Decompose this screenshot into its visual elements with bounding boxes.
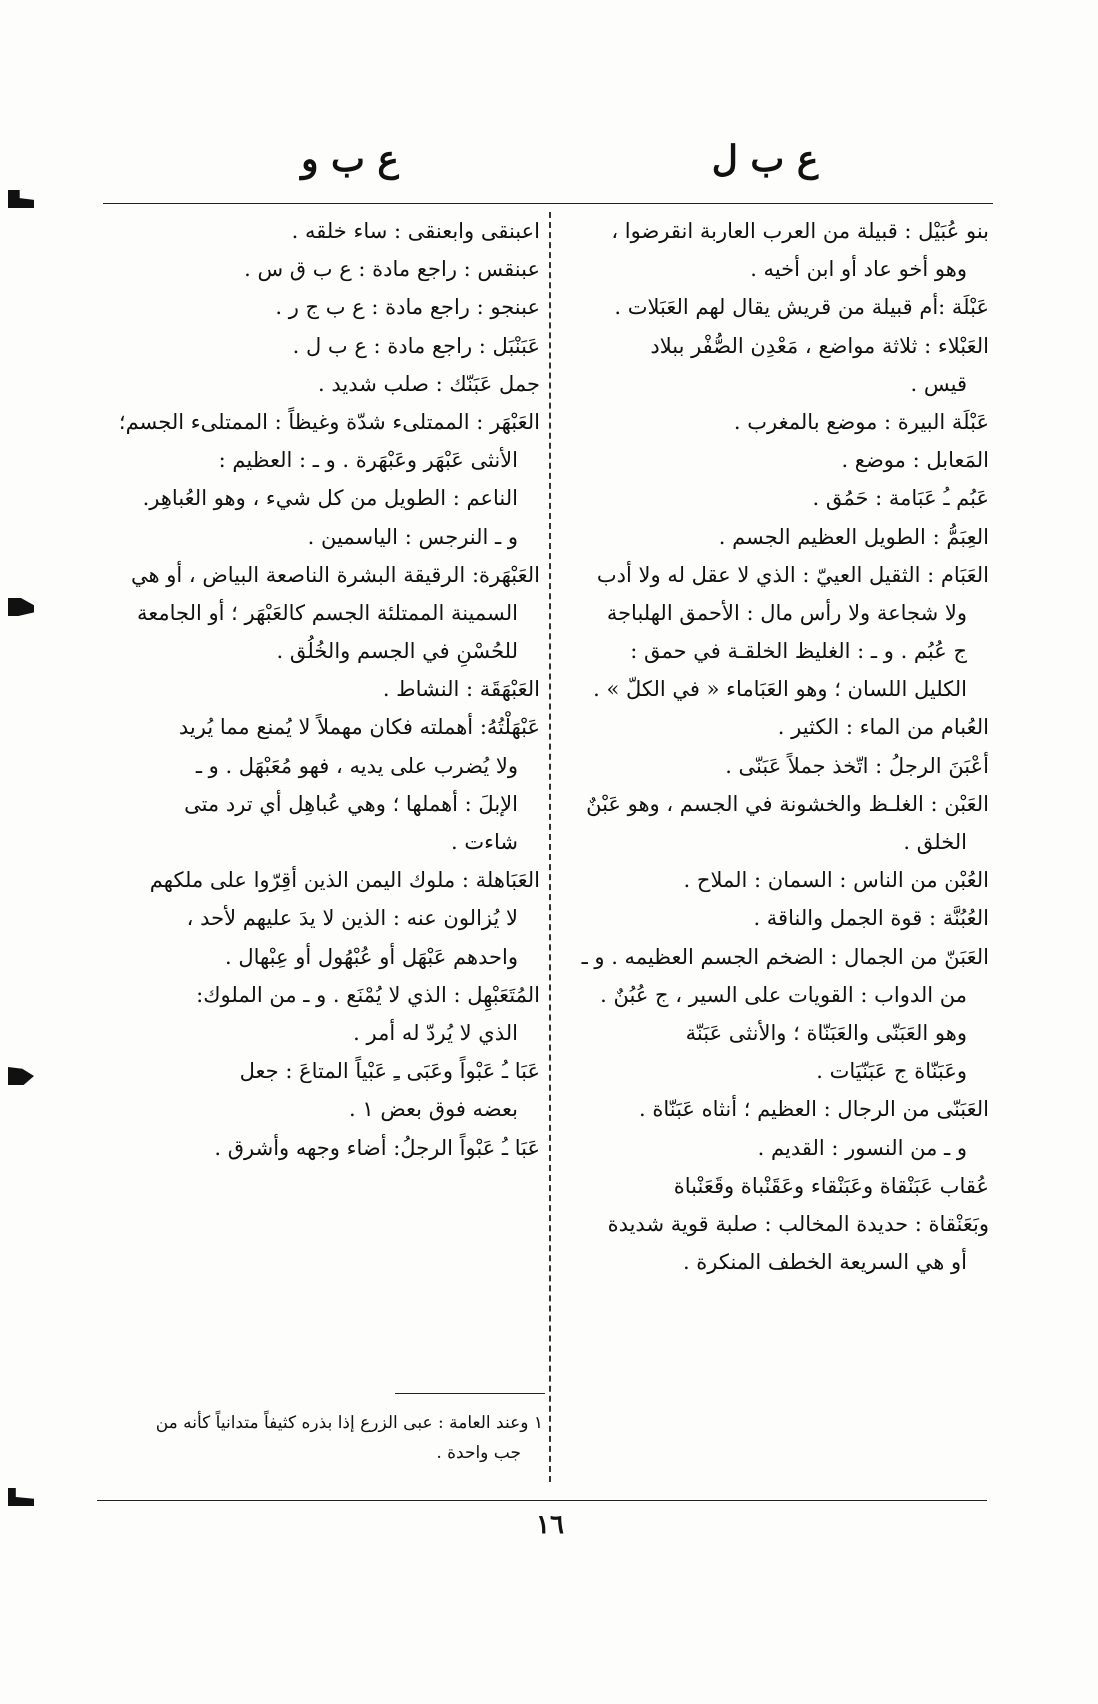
dictionary-line: العَبَنّى من الرجال : العظيم ؛ أنثاه عَبَنّاة . — [639, 1097, 989, 1122]
dictionary-line: عَبَا ـُ عَبْواً وعَبَى ـِ عَبْياً المتاعَ : جعل — [239, 1059, 540, 1084]
dictionary-line: وهو العَبَنّى والعَبَنّاة ؛ والأنثى عَبَنّة — [685, 1020, 967, 1045]
dictionary-line: العَبْهَرة: الرقيقة البشرة الناصعة البياض ، أو هي — [131, 562, 540, 587]
dictionary-line: العَبْهَقَة : النشاط . — [382, 677, 540, 702]
dictionary-line: وهو أخو عاد أو ابن أخيه . — [750, 257, 967, 282]
top-rule — [103, 203, 993, 204]
dictionary-line: العُبُنَّة : قوة الجمل والناقة . — [753, 906, 989, 931]
dictionary-line: بنو عُبَيْل : قبيلة من العرب العاربة انقرضوا ، — [611, 219, 989, 243]
dictionary-line: العِبَمُّ : الطويل العظيم الجسم . — [718, 524, 989, 549]
dictionary-line: جمل عَبَنّك : صلب شديد . — [318, 371, 540, 396]
dictionary-line: لا يُزالون عنه : الذين لا يدَ عليهم لأحد ، — [186, 906, 518, 931]
dictionary-line: المَعابل : موضع . — [841, 448, 989, 473]
dictionary-line: العَبْن : الغلـظ والخشونة في الجسم ، وهو عَبْنٌ — [586, 791, 989, 816]
dictionary-line: عَبْهَلْتُهُ: أهملته فكان مهملاً لا يُمنع مما يُريد — [178, 715, 540, 740]
scan-margin-mark — [8, 598, 34, 616]
footnote-rule — [395, 1393, 545, 1394]
dictionary-line: العَبَاهلة : ملوك اليمن الذين أقِرّوا على ملكهم — [149, 868, 540, 893]
dictionary-line: ولا يُضرب على يديه ، فهو مُعَبْهَل . و ـ — [195, 753, 518, 778]
dictionary-line: للحُسْنِ في الجسم والخُلُق . — [276, 639, 518, 664]
page-header-left: ع ب و — [301, 138, 399, 180]
scan-margin-mark — [8, 190, 34, 208]
dictionary-line: و ـ من النسور : القديم . — [757, 1135, 967, 1160]
dictionary-line: عبنجو : راجع مادة : ع ب ج ر . — [275, 295, 540, 320]
page-number: ١٦ — [536, 1510, 564, 1540]
left-column — [100, 212, 540, 1167]
dictionary-line: العُبْن من الناس : السمان : الملاح . — [683, 868, 989, 893]
dictionary-line: أعْبَنَ الرجلُ : اتّخذ جملاً عَبَنّى . — [725, 753, 989, 778]
dictionary-line: أو هي السريعة الخطف المنكرة . — [682, 1250, 967, 1275]
dictionary-line: عَبُم ـُ عَبَامة : حَمُق . — [812, 486, 989, 511]
scan-margin-mark — [8, 1067, 34, 1085]
dictionary-line: الناعم : الطويل من كل شيء ، وهو العُباهِر. — [142, 486, 518, 511]
footnote-line: ١ وعند العامة : عبى الزرع إذا بذره كثيفاً متدانياً كأنه من — [155, 1413, 543, 1433]
dictionary-line: السمينة الممتلئة الجسم كالعَبْهَر ؛ أو الجامعة — [137, 600, 518, 625]
dictionary-line: اعبنقى وابعنقى : ساء خلقه . — [291, 219, 540, 243]
dictionary-line: وعَبَنّاة ج عَبَنّيَات . — [816, 1059, 967, 1084]
dictionary-line: الكليل اللسان ؛ وهو العَبَاماء « في الكلّ » . — [593, 677, 967, 702]
dictionary-line: المُتَعَبْهِل : الذي لا يُمْنَع . و ـ من الملوك: — [196, 982, 540, 1007]
right-column — [557, 212, 989, 1281]
dictionary-line: عَبَنْبَل : راجع مادة : ع ب ل . — [292, 333, 540, 358]
dictionary-line: عبنقس : راجع مادة : ع ب ق س . — [244, 257, 540, 282]
dictionary-line: واحدهم عَبْهَل أو عُبْهُول أو عِبْهال . — [224, 944, 518, 969]
dictionary-line: بعضه فوق بعض ١ . — [349, 1097, 518, 1122]
dictionary-line: الخلق . — [903, 830, 967, 854]
dictionary-line: وبَعَنْقاة : حديدة المخالب : صلبة قوية شديدة — [607, 1211, 989, 1236]
dictionary-line: من الدواب : القويات على السير ، ج عُبُنٌ . — [600, 982, 967, 1007]
dictionary-line: ولا شجاعة ولا رأس مال : الأحمق الهلباجة — [606, 600, 967, 625]
dictionary-line: الذي لا يُردّ له أمر . — [353, 1020, 518, 1045]
dictionary-line: الأنثى عَبْهَر وعَبْهَرة . و ـ : العظيم : — [218, 448, 518, 473]
footnote — [105, 1408, 543, 1468]
dictionary-line: العُبام من الماء : الكثير . — [777, 715, 989, 740]
dictionary-line: عَبْلَة البيرة : موضع بالمغرب . — [733, 409, 989, 434]
column-divider — [549, 212, 551, 1482]
dictionary-line: العَبْلاء : ثلاثة مواضع ، مَعْدِن الصُّفْر ببلاد — [650, 333, 989, 358]
dictionary-line: قيس . — [910, 371, 967, 396]
dictionary-line: ج عُبُم . و ـ : الغليظ الخلقـة في حمق : — [630, 639, 967, 664]
dictionary-line: العَبَام : الثقيل العييّ : الذي لا عقل له ولا أدب — [596, 562, 989, 587]
bottom-rule — [97, 1500, 987, 1501]
scan-margin-mark — [8, 1488, 34, 1506]
dictionary-line: و ـ النرجس : الياسمين . — [307, 524, 518, 549]
dictionary-line: العَبْهَر : الممتلىء شدّة وغيظاً : الممتلىء الجسم؛ — [118, 409, 540, 434]
footnote-line: جب واحدة . — [436, 1443, 521, 1463]
dictionary-line: عُقاب عَبَنْقاة وعَبَنْقاء وعَقَنْباة وقَعَنْباة — [673, 1173, 989, 1198]
dictionary-line: الإبلَ : أهملها ؛ وهي عُباهِل أي ترد متى — [184, 791, 518, 816]
dictionary-line: شاءت . — [451, 830, 518, 854]
page-header-right: ع ب ل — [711, 138, 819, 180]
dictionary-line: عَبْلَة :أم قبيلة من قريش يقال لهم العَبَلات . — [614, 295, 989, 320]
dictionary-line: العَبَنّ من الجمال : الضخم الجسم العظيمه . و ـ — [581, 944, 989, 969]
dictionary-line: عَبَا ـُ عَبْواً الرجلُ: أضاء وجهه وأشرق . — [214, 1135, 540, 1160]
